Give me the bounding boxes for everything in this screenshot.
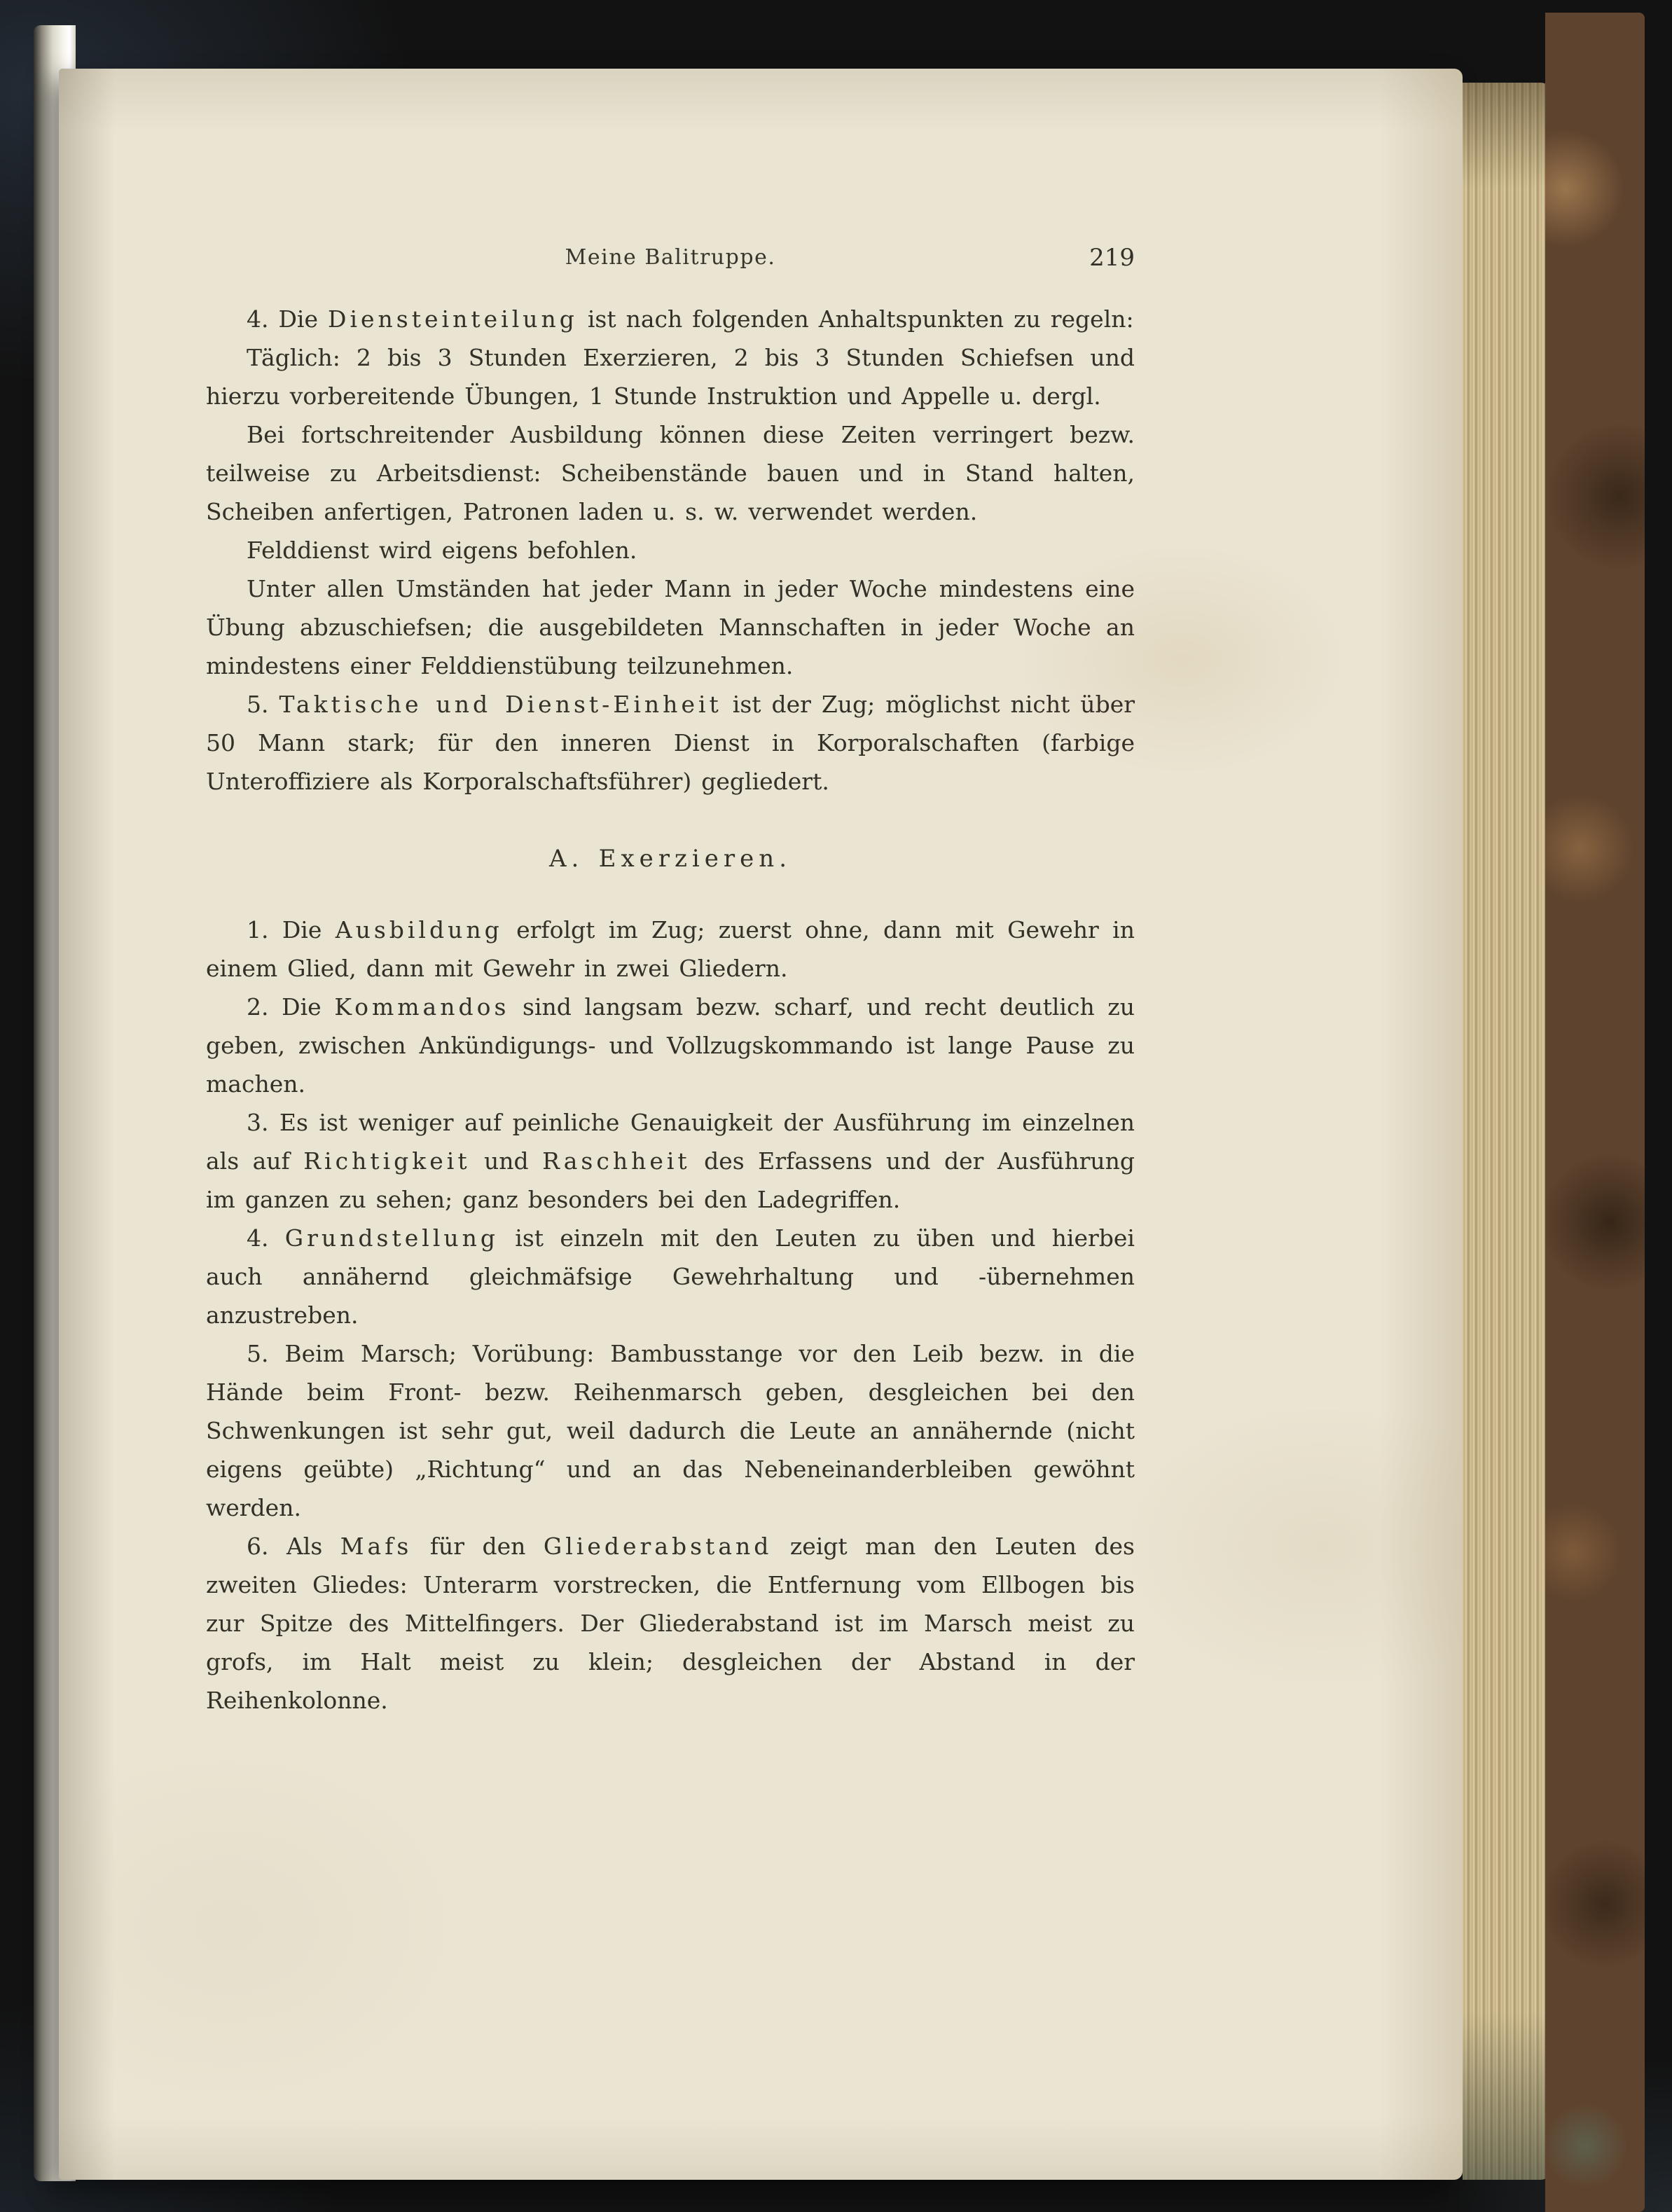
text-run: für den bbox=[412, 1533, 544, 1560]
page-content bbox=[206, 300, 1135, 1720]
book-page bbox=[59, 69, 1463, 2180]
text-run: 5. bbox=[247, 691, 279, 718]
text-run: des Erfassens und der Ausführung im ganzen zu sehen; ganz besonders bei den Ladegriffen. bbox=[206, 1147, 1135, 1213]
emphasized-text: Gliederabstand bbox=[543, 1533, 773, 1560]
text-run: ist einzeln mit den Leuten zu üben und hierbei auch annähernd gleichmäfsige Gewehrhaltung und -übernehmen anzustreben. bbox=[206, 1224, 1135, 1329]
paragraph bbox=[206, 1103, 1135, 1219]
text-run: Täglich: 2 bis 3 Stunden Exerzieren, 2 bis 3 Stunden Schiefsen und hierzu vorbereitende Übungen, 1 Stunde Instruktion und Appelle u. dergl. bbox=[206, 344, 1135, 410]
text-run: A. Exerzieren. bbox=[548, 845, 792, 873]
emphasized-text: Richtigkeit bbox=[303, 1147, 471, 1175]
section-heading bbox=[206, 840, 1135, 878]
emphasized-text: Raschheit bbox=[542, 1147, 691, 1175]
emphasized-text: Taktische und Dienst-Einheit bbox=[279, 691, 722, 718]
text-run: zeigt man den Leuten des zweiten Gliedes: Unterarm vorstrecken, die Entfernung vom Ellbogen bis zur Spitze des Mittelfingers. Der Gliederabstand ist im Marsch meist zu grofs, im Halt meist zu klein; desgleichen der Abstand in der Reihenkolonne. bbox=[206, 1533, 1135, 1714]
text-run: 5. Beim Marsch; Vorübung: Bambusstange vor den Leib bezw. in die Hände beim Front- bezw. Reihenmarsch geben, desgleichen bei den Schwenkungen ist sehr gut, weil dadurch die Leute an annähernde (nicht eigens geübte) „Richtung“ und an das Nebeneinanderbleiben gewöhnt werden. bbox=[206, 1340, 1135, 1521]
paragraph bbox=[206, 569, 1135, 685]
text-run: ist der Zug; möglichst nicht über 50 Mann stark; für den inneren Dienst in Korporalschaften (farbige Unteroffiziere als Korporalschaftsführer) gegliedert. bbox=[206, 691, 1135, 795]
book-cover-edge bbox=[1545, 13, 1645, 2212]
text-run: 2. Die bbox=[247, 993, 335, 1021]
paragraph bbox=[206, 988, 1135, 1103]
paragraph bbox=[206, 531, 1135, 569]
text-run: Unter allen Umständen hat jeder Mann in jeder Woche mindestens eine Übung abzuschiefsen; die ausgebildeten Mannschaften in jeder Woche an mindestens einer Felddienstübung teilzunehmen. bbox=[206, 575, 1135, 679]
text-run: sind langsam bezw. scharf, und recht deutlich zu geben, zwischen Ankündigungs- und Vollzugskommando ist lange Pause zu machen. bbox=[206, 993, 1135, 1098]
paragraph bbox=[206, 1527, 1135, 1720]
emphasized-text: Mafs bbox=[340, 1533, 413, 1560]
emphasized-text: Kommandos bbox=[334, 993, 510, 1021]
paragraph bbox=[206, 415, 1135, 531]
text-run: 6. Als bbox=[247, 1533, 340, 1560]
running-header bbox=[206, 245, 1135, 282]
running-header-title: Meine Balitruppe. bbox=[565, 245, 776, 270]
paragraph bbox=[206, 685, 1135, 801]
text-run: 4. Die bbox=[247, 305, 329, 333]
paragraph bbox=[206, 911, 1135, 988]
paragraph bbox=[206, 1219, 1135, 1334]
text-run: 1. Die bbox=[247, 916, 336, 943]
text-run: 3. Es ist weniger auf peinliche Genauigkeit der Ausführung im einzelnen als auf bbox=[206, 1109, 1135, 1175]
page-fore-edges bbox=[1463, 83, 1551, 2180]
text-run: erfolgt im Zug; zuerst ohne, dann mit Gewehr in einem Glied, dann mit Gewehr in zwei Gliedern. bbox=[206, 916, 1135, 982]
paragraph bbox=[206, 300, 1135, 338]
text-run: ist nach folgenden Anhaltspunkten zu regeln: bbox=[577, 305, 1134, 333]
emphasized-text: Ausbildung bbox=[335, 916, 503, 943]
paragraph bbox=[206, 1334, 1135, 1527]
page-number: 219 bbox=[1089, 244, 1135, 272]
page-body bbox=[206, 245, 1135, 1720]
text-run: Felddienst wird eigens befohlen. bbox=[247, 537, 637, 564]
text-run: 4. bbox=[247, 1224, 285, 1252]
paragraph bbox=[206, 338, 1135, 415]
emphasized-text: Grundstellung bbox=[284, 1224, 499, 1252]
text-run: Bei fortschreitender Ausbildung können diese Zeiten verringert bezw. teilweise zu Arbeitsdienst: Scheibenstände bauen und in Stand halten, Scheiben anfertigen, Patronen laden u. s. w. verwendet werden. bbox=[206, 421, 1135, 525]
text-run: und bbox=[470, 1147, 543, 1175]
emphasized-text: Diensteinteilung bbox=[328, 305, 578, 333]
